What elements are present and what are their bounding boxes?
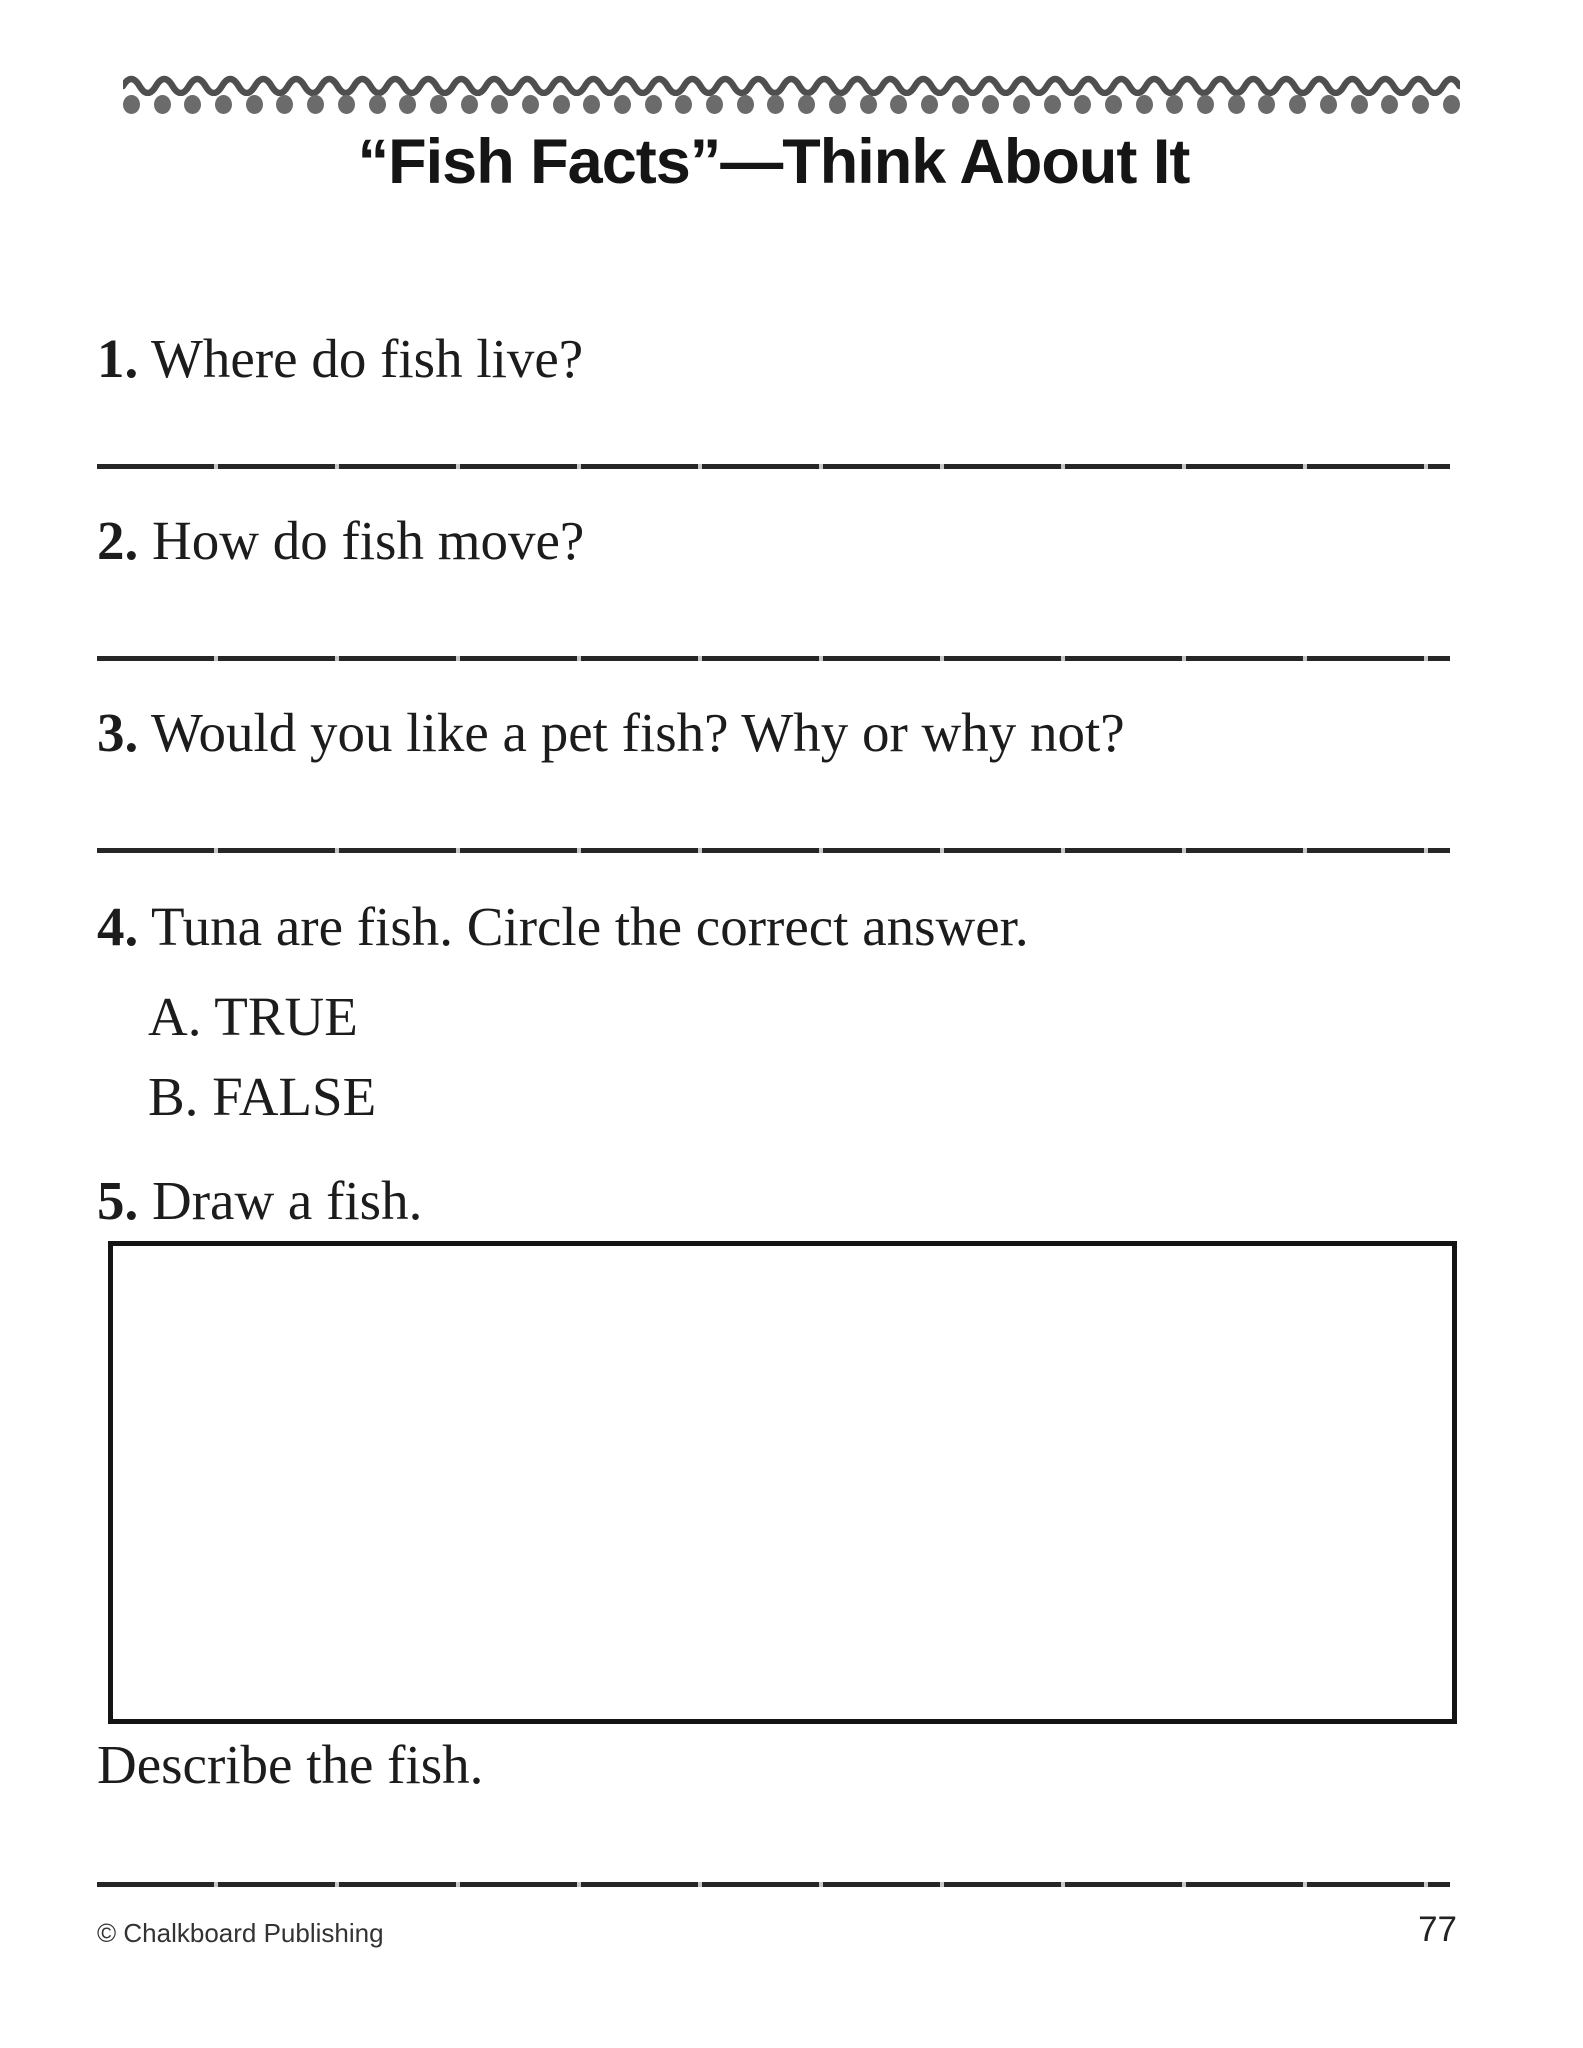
wavy-line-icon (123, 68, 1460, 96)
page-number: 77 (1418, 1910, 1457, 1949)
dot-icon (1166, 95, 1183, 114)
dot-icon (307, 95, 324, 114)
answer-line-3[interactable] (97, 848, 1450, 853)
dot-icon (1044, 95, 1061, 114)
question-2 (97, 510, 1457, 572)
describe-prompt: Describe the fish. (97, 1734, 484, 1795)
dot-icon (1351, 95, 1368, 114)
question-2-text: How do fish move? (152, 510, 585, 571)
question-5-number: 5. (97, 1170, 139, 1231)
dot-icon (1197, 95, 1214, 114)
answer-line-1[interactable] (97, 464, 1450, 469)
question-5 (97, 1170, 1457, 1232)
dot-icon (583, 95, 600, 114)
question-1 (97, 328, 1457, 390)
dot-icon (1381, 95, 1398, 114)
dot-icon (982, 95, 999, 114)
dot-icon (645, 95, 662, 114)
dot-icon (860, 95, 877, 114)
question-1-number: 1. (97, 328, 139, 389)
dot-icon (154, 95, 171, 114)
question-4-text: Tuna are fish. Circle the correct answer. (151, 896, 1029, 957)
option-false[interactable]: B. FALSE (148, 1066, 377, 1127)
dot-icon (184, 95, 201, 114)
dot-icon (952, 95, 969, 114)
dot-icon (430, 95, 447, 114)
wavy-border (123, 68, 1460, 96)
question-3-number: 3. (97, 702, 139, 763)
dot-icon (369, 95, 386, 114)
dot-icon (123, 95, 140, 114)
dot-icon (491, 95, 508, 114)
dot-icon (1074, 95, 1091, 114)
dot-icon (1289, 95, 1306, 114)
dot-icon (1105, 95, 1122, 114)
dot-icon (767, 95, 784, 114)
dot-icon (890, 95, 907, 114)
dot-icon (1443, 95, 1460, 114)
dot-icon (276, 95, 293, 114)
question-2-number: 2. (97, 510, 139, 571)
dot-icon (1320, 95, 1337, 114)
copyright-notice: © Chalkboard Publishing (97, 1918, 384, 1948)
question-5-text: Draw a fish. (152, 1170, 423, 1231)
question-3 (97, 702, 1457, 764)
question-4 (97, 896, 1457, 958)
dot-icon (675, 95, 692, 114)
dot-icon (522, 95, 539, 114)
dot-icon (1258, 95, 1275, 114)
question-1-text: Where do fish live? (151, 328, 584, 389)
dot-icon (921, 95, 938, 114)
dot-icon (553, 95, 570, 114)
dot-icon (829, 95, 846, 114)
dot-icon (1013, 95, 1030, 114)
answer-line-2[interactable] (97, 656, 1450, 661)
dot-icon (706, 95, 723, 114)
dot-icon (1412, 95, 1429, 114)
page-title: “Fish Facts”—Think About It (357, 127, 1190, 197)
option-true[interactable]: A. TRUE (148, 986, 358, 1047)
dot-icon (215, 95, 232, 114)
dot-icon (798, 95, 815, 114)
dot-icon (1136, 95, 1153, 114)
dot-icon (246, 95, 263, 114)
dotted-border (123, 94, 1460, 114)
dot-icon (461, 95, 478, 114)
dot-icon (614, 95, 631, 114)
answer-line-4[interactable] (97, 1882, 1450, 1887)
drawing-box[interactable] (108, 1241, 1457, 1724)
dot-icon (737, 95, 754, 114)
dot-icon (338, 95, 355, 114)
question-3-text: Would you like a pet fish? Why or why not? (151, 702, 1125, 763)
dot-icon (1228, 95, 1245, 114)
dot-icon (399, 95, 416, 114)
question-4-number: 4. (97, 896, 139, 957)
wave-path (123, 79, 1460, 93)
